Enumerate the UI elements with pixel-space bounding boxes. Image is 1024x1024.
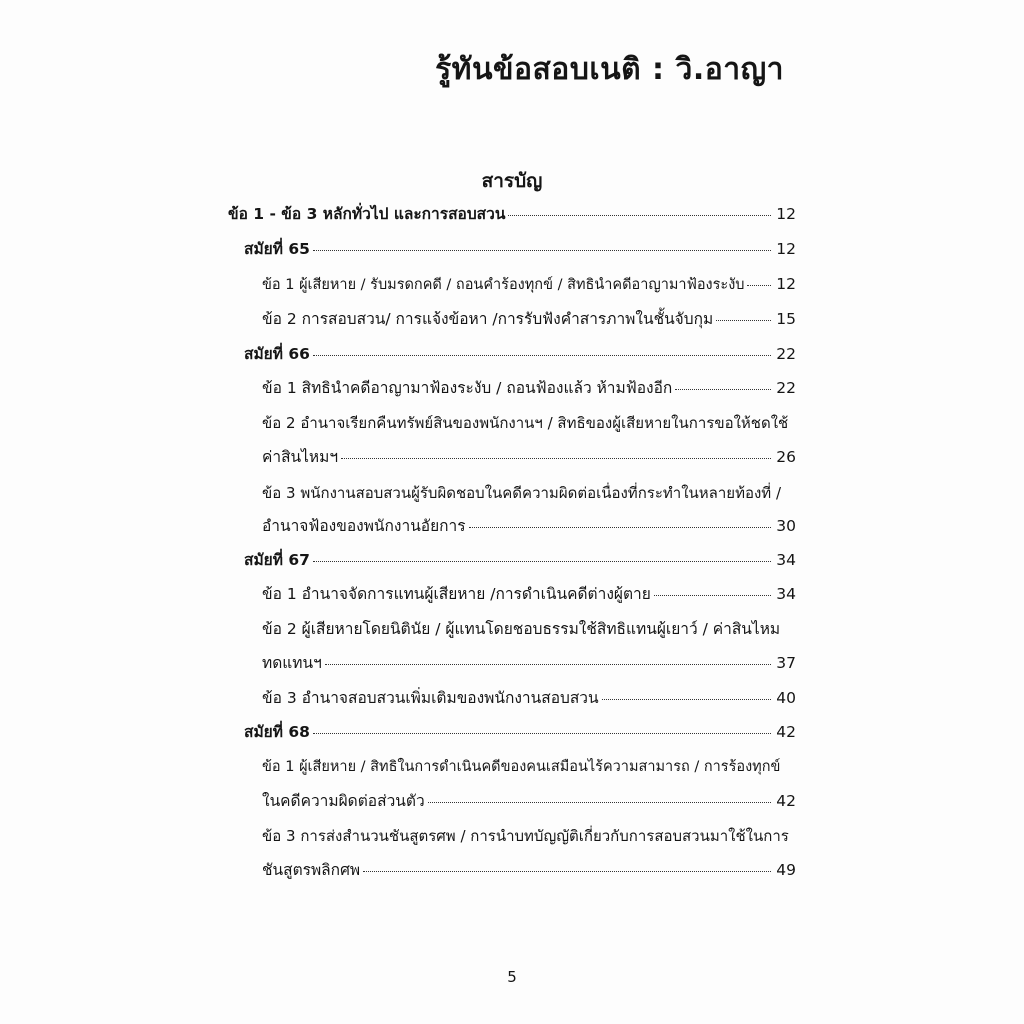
- leader-dots: [313, 561, 771, 562]
- toc-entry-page: 22: [776, 345, 796, 363]
- leader-dots: [654, 595, 771, 596]
- toc-entry-session[interactable]: [244, 550, 796, 570]
- leader-dots: [428, 802, 771, 803]
- toc-entry-label: ทดแทนฯ: [262, 654, 322, 672]
- book-title: รู้ทันข้อสอบเนติ : วิ.อาญา: [435, 52, 784, 87]
- toc-entry-label: ค่าสินไหมฯ: [262, 448, 339, 466]
- toc-entry-page: 22: [776, 379, 796, 397]
- toc-entry-page: 15: [776, 310, 796, 328]
- toc-entry-item[interactable]: [262, 688, 796, 708]
- toc-entry-item[interactable]: [262, 791, 796, 811]
- toc-entry-label: อำนาจฟ้องของพนักงานอัยการ: [262, 517, 466, 535]
- toc-entry-item[interactable]: [262, 447, 796, 467]
- leader-dots: [313, 733, 771, 734]
- toc-entry-page: 34: [776, 551, 796, 569]
- toc-entry-item[interactable]: [262, 860, 796, 880]
- toc-entry-label: ชันสูตรพลิกศพ: [262, 861, 361, 879]
- toc-entry-session[interactable]: [244, 344, 796, 364]
- toc-entry-page: 12: [776, 205, 796, 223]
- toc-entry-page: 40: [776, 689, 796, 707]
- toc-entry-session[interactable]: [244, 722, 796, 742]
- toc-entry-label: ข้อ 1 สิทธินำคดีอาญามาฟ้องระงับ / ถอนฟ้องแล้ว ห้ามฟ้องอีก: [262, 379, 673, 397]
- toc-heading: สารบัญ: [481, 170, 543, 192]
- toc-entry-label: ข้อ 3 อำนาจสอบสวนเพิ่มเติมของพนักงานสอบสวน: [262, 689, 599, 707]
- toc-entry-label: สมัยที่ 67: [244, 551, 310, 569]
- leader-dots: [469, 527, 771, 528]
- toc-entry-item[interactable]: [262, 653, 796, 673]
- toc-entry-label: สมัยที่ 66: [244, 345, 310, 363]
- toc-entry-item[interactable]: [262, 378, 796, 398]
- page-number: 5: [507, 968, 517, 986]
- toc-entry-label: ข้อ 1 ผู้เสียหาย / รับมรดกคดี / ถอนคำร้องทุกข์ / สิทธินำคดีอาญามาฟ้องระงับ: [262, 277, 745, 293]
- toc-entry-label: ข้อ 1 - ข้อ 3 หลักทั่วไป และการสอบสวน: [228, 205, 506, 223]
- toc-entry-page: 49: [776, 861, 796, 879]
- leader-dots: [747, 285, 771, 286]
- toc-entry-line1[interactable]: ข้อ 2 ผู้เสียหายโดยนิตินัย / ผู้แทนโดยชอบธรรมใช้สิทธิแทนผู้เยาว์ / ค่าสินไหม: [262, 620, 781, 638]
- leader-dots: [602, 699, 771, 700]
- leader-dots: [325, 664, 771, 665]
- toc-entry-session[interactable]: [244, 239, 796, 259]
- toc-entry-section[interactable]: [228, 204, 796, 224]
- toc-entry-line1[interactable]: ข้อ 1 ผู้เสียหาย / สิทธิในการดำเนินคดีของคนเสมือนไร้ความสามารถ / การร้องทุกข์: [262, 759, 781, 775]
- leader-dots: [716, 320, 771, 321]
- toc-entry-label: ข้อ 1 อำนาจจัดการแทนผู้เสียหาย /การดำเนินคดีต่างผู้ตาย: [262, 585, 651, 603]
- toc-entry-item[interactable]: [262, 516, 796, 536]
- toc-entry-line1[interactable]: ข้อ 3 พนักงานสอบสวนผู้รับผิดชอบในคดีความผิดต่อเนื่องที่กระทำในหลายท้องที่ /: [262, 484, 782, 502]
- toc-entry-page: 30: [776, 517, 796, 535]
- toc-entry-line1[interactable]: ข้อ 2 อำนาจเรียกคืนทรัพย์สินของพนักงานฯ / สิทธิของผู้เสียหายในการขอให้ชดใช้: [262, 414, 789, 432]
- leader-dots: [313, 355, 771, 356]
- toc-entry-item[interactable]: [262, 274, 796, 295]
- toc-entry-label: ข้อ 2 การสอบสวน/ การแจ้งข้อหา /การรับฟังคำสารภาพในชั้นจับกุม: [262, 310, 714, 328]
- toc-entry-page: 42: [776, 792, 796, 810]
- toc-entry-page: 26: [776, 448, 796, 466]
- leader-dots: [675, 389, 771, 390]
- toc-entry-item[interactable]: [262, 584, 796, 604]
- toc-entry-page: 12: [776, 275, 796, 293]
- leader-dots: [313, 250, 771, 251]
- leader-dots: [508, 215, 771, 216]
- leader-dots: [363, 871, 771, 872]
- toc-entry-item[interactable]: [262, 309, 796, 329]
- toc-entry-label: ในคดีความผิดต่อส่วนตัว: [262, 792, 425, 810]
- toc-entry-line1[interactable]: ข้อ 3 การส่งสำนวนชันสูตรศพ / การนำบทบัญญัติเกี่ยวกับการสอบสวนมาใช้ในการ: [262, 827, 789, 845]
- toc-entry-page: 34: [776, 585, 796, 603]
- leader-dots: [341, 458, 771, 459]
- toc-entry-page: 42: [776, 723, 796, 741]
- toc-entry-label: สมัยที่ 68: [244, 723, 310, 741]
- toc-entry-label: สมัยที่ 65: [244, 240, 310, 258]
- toc-entry-page: 37: [776, 654, 796, 672]
- toc-entry-page: 12: [776, 240, 796, 258]
